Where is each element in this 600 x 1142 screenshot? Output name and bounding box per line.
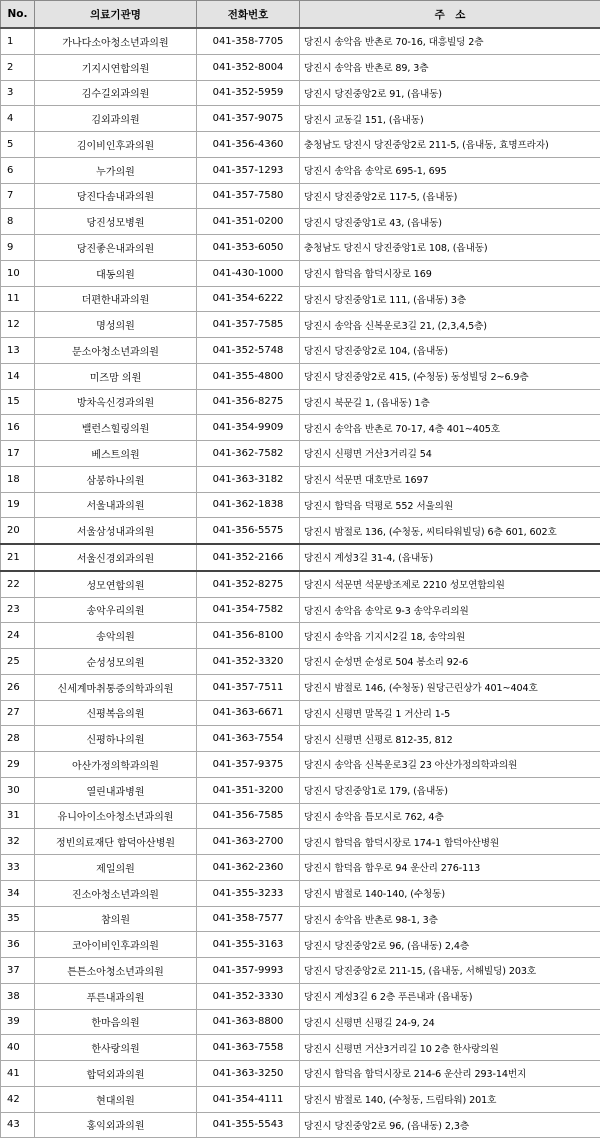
row-number: 22 [1, 571, 35, 597]
address: 당진시 신평면 신평길 24-9, 24 [300, 1009, 600, 1035]
row-number: 6 [1, 157, 35, 183]
clinic-name: 한사랑의원 [35, 1035, 197, 1061]
phone-number: 041-362-2360 [197, 855, 300, 881]
address: 당진시 밤절로 136, (수청동, 씨티타워빌딩) 6층 601, 602호 [300, 518, 600, 544]
address: 당진시 당진중앙2로 415, (수청동) 동성빌딩 2~6.9층 [300, 363, 600, 389]
clinic-name: 대동의원 [35, 260, 197, 286]
address: 충청남도 당진시 당진중앙2로 211-5, (읍내동, 효명프라자) [300, 132, 600, 158]
row-number: 29 [1, 752, 35, 778]
row-number: 10 [1, 260, 35, 286]
row-number: 42 [1, 1086, 35, 1112]
header-phone: 전화번호 [197, 1, 300, 29]
address: 당진시 송악읍 기지시2길 18, 송악의원 [300, 623, 600, 649]
phone-number: 041-363-7558 [197, 1035, 300, 1061]
header-no: No. [1, 1, 35, 29]
clinic-name: 신세계마취통증의학과의원 [35, 674, 197, 700]
header-row [1, 1, 600, 29]
address: 당진시 합덕읍 합덕시장로 214-6 운산리 293-14번지 [300, 1061, 600, 1087]
table-row [1, 623, 600, 649]
row-number: 15 [1, 389, 35, 415]
address: 당진시 신평면 신평로 812-35, 812 [300, 726, 600, 752]
phone-number: 041-356-7585 [197, 803, 300, 829]
table-row [1, 54, 600, 80]
clinic-name: 서울삼성내과의원 [35, 518, 197, 544]
address: 당진시 신평면 말목길 1 거산리 1-5 [300, 700, 600, 726]
phone-number: 041-363-3250 [197, 1061, 300, 1087]
address: 당진시 송악읍 송악로 695-1, 695 [300, 157, 600, 183]
row-number: 5 [1, 132, 35, 158]
row-number: 16 [1, 415, 35, 441]
address: 당진시 송악읍 반촌로 70-17, 4층 401~405호 [300, 415, 600, 441]
clinic-name: 가나다소아청소년과의원 [35, 28, 197, 54]
phone-number: 041-357-9993 [197, 958, 300, 984]
clinic-name: 베스트의원 [35, 441, 197, 467]
row-number: 37 [1, 958, 35, 984]
clinic-name: 더편한내과의원 [35, 286, 197, 312]
address: 당진시 교동길 151, (읍내동) [300, 106, 600, 132]
phone-number: 041-352-5748 [197, 338, 300, 364]
clinic-name: 순성성모의원 [35, 649, 197, 675]
address: 당진시 송악읍 신복운로3길 23 아산가정의학과의원 [300, 752, 600, 778]
clinic-name: 당진성모병원 [35, 209, 197, 235]
table-row [1, 338, 600, 364]
row-number: 24 [1, 623, 35, 649]
row-number: 14 [1, 363, 35, 389]
address: 당진시 당진중앙2로 96, (읍내동) 2,3층 [300, 1112, 600, 1138]
phone-number: 041-356-8275 [197, 389, 300, 415]
row-number: 34 [1, 880, 35, 906]
phone-number: 041-352-5959 [197, 80, 300, 106]
phone-number: 041-355-5543 [197, 1112, 300, 1138]
table-row [1, 209, 600, 235]
table-row [1, 752, 600, 778]
address: 당진시 계성3길 6 2층 푸른내과 (읍내동) [300, 983, 600, 1009]
row-number: 28 [1, 726, 35, 752]
clinic-name: 김이비인후과의원 [35, 132, 197, 158]
row-number: 36 [1, 932, 35, 958]
phone-number: 041-363-3182 [197, 466, 300, 492]
clinic-name: 명성의원 [35, 312, 197, 338]
phone-number: 041-354-6222 [197, 286, 300, 312]
table-row [1, 106, 600, 132]
table-row [1, 906, 600, 932]
clinic-name: 서울내과의원 [35, 492, 197, 518]
table-row [1, 649, 600, 675]
clinic-name: 정빈의료재단 합덕아산병원 [35, 829, 197, 855]
table-row [1, 855, 600, 881]
row-number: 40 [1, 1035, 35, 1061]
table-row [1, 312, 600, 338]
row-number: 12 [1, 312, 35, 338]
clinic-name: 참의원 [35, 906, 197, 932]
address: 당진시 당진중앙2로 211-15, (읍내동, 서해빌딩) 203호 [300, 958, 600, 984]
address: 당진시 합덕읍 합우로 94 운산리 276-113 [300, 855, 600, 881]
row-number: 21 [1, 544, 35, 571]
table-row [1, 726, 600, 752]
row-number: 35 [1, 906, 35, 932]
table-row [1, 829, 600, 855]
clinic-name: 홍익외과의원 [35, 1112, 197, 1138]
clinic-name: 송악우리의원 [35, 597, 197, 623]
table-row [1, 363, 600, 389]
address: 당진시 당진중앙1로 179, (읍내동) [300, 777, 600, 803]
phone-number: 041-357-9075 [197, 106, 300, 132]
clinic-name: 송악의원 [35, 623, 197, 649]
table-row [1, 389, 600, 415]
clinic-name: 김수길외과의원 [35, 80, 197, 106]
phone-number: 041-357-7585 [197, 312, 300, 338]
row-number: 26 [1, 674, 35, 700]
clinic-name: 당진좋은내과의원 [35, 235, 197, 261]
phone-number: 041-354-4111 [197, 1086, 300, 1112]
phone-number: 041-356-4360 [197, 132, 300, 158]
clinic-name: 열린내과병원 [35, 777, 197, 803]
address: 당진시 신평면 거산3거리길 10 2층 한사랑의원 [300, 1035, 600, 1061]
clinic-name: 당진다솜내과의원 [35, 183, 197, 209]
table-row [1, 571, 600, 597]
phone-number: 041-357-1293 [197, 157, 300, 183]
address: 당진시 북문길 1, (읍내동) 1층 [300, 389, 600, 415]
table-row [1, 544, 600, 571]
row-number: 1 [1, 28, 35, 54]
row-number: 18 [1, 466, 35, 492]
table-row [1, 80, 600, 106]
row-number: 4 [1, 106, 35, 132]
address: 당진시 당진중앙1로 43, (읍내동) [300, 209, 600, 235]
table-row [1, 286, 600, 312]
clinic-name: 서울신경외과의원 [35, 544, 197, 571]
row-number: 9 [1, 235, 35, 261]
row-number: 25 [1, 649, 35, 675]
row-number: 27 [1, 700, 35, 726]
row-number: 32 [1, 829, 35, 855]
phone-number: 041-362-1838 [197, 492, 300, 518]
row-number: 33 [1, 855, 35, 881]
table-row [1, 674, 600, 700]
table-row [1, 415, 600, 441]
phone-number: 041-352-3330 [197, 983, 300, 1009]
clinic-name: 방차옥신경과의원 [35, 389, 197, 415]
phone-number: 041-358-7577 [197, 906, 300, 932]
phone-number: 041-363-2700 [197, 829, 300, 855]
clinic-name: 코아이비인후과의원 [35, 932, 197, 958]
table-row [1, 1086, 600, 1112]
clinic-name: 밸런스힐링의원 [35, 415, 197, 441]
phone-number: 041-355-4800 [197, 363, 300, 389]
row-number: 2 [1, 54, 35, 80]
row-number: 38 [1, 983, 35, 1009]
table-body [1, 28, 600, 1138]
clinic-name: 미즈맘 의원 [35, 363, 197, 389]
address: 당진시 송악읍 신복운로3길 21, (2,3,4,5층) [300, 312, 600, 338]
phone-number: 041-353-6050 [197, 235, 300, 261]
row-number: 41 [1, 1061, 35, 1087]
address: 당진시 당진중앙2로 91, (읍내동) [300, 80, 600, 106]
clinic-name: 삼봉하나의원 [35, 466, 197, 492]
table-header [1, 1, 600, 29]
table-row [1, 132, 600, 158]
table-row [1, 983, 600, 1009]
phone-number: 041-356-5575 [197, 518, 300, 544]
address: 당진시 당진중앙2로 96, (읍내동) 2,4층 [300, 932, 600, 958]
clinic-name: 성모연합의원 [35, 571, 197, 597]
address: 당진시 석문면 석문방조제로 2210 성모연합의원 [300, 571, 600, 597]
table-row [1, 260, 600, 286]
clinic-name: 기지시연합의원 [35, 54, 197, 80]
clinic-name: 튼튼소아청소년과의원 [35, 958, 197, 984]
table-row [1, 1112, 600, 1138]
table-row [1, 1035, 600, 1061]
row-number: 13 [1, 338, 35, 364]
address: 충청남도 당진시 당진중앙1로 108, (읍내동) [300, 235, 600, 261]
phone-number: 041-352-2166 [197, 544, 300, 571]
address: 당진시 합덕읍 합덕시장로 169 [300, 260, 600, 286]
row-number: 19 [1, 492, 35, 518]
table-row [1, 880, 600, 906]
phone-number: 041-362-7582 [197, 441, 300, 467]
phone-number: 041-430-1000 [197, 260, 300, 286]
phone-number: 041-352-3320 [197, 649, 300, 675]
address: 당진시 당진중앙2로 117-5, (읍내동) [300, 183, 600, 209]
row-number: 30 [1, 777, 35, 803]
phone-number: 041-363-8800 [197, 1009, 300, 1035]
phone-number: 041-355-3163 [197, 932, 300, 958]
clinic-name: 푸른내과의원 [35, 983, 197, 1009]
row-number: 8 [1, 209, 35, 235]
row-number: 20 [1, 518, 35, 544]
table-row [1, 518, 600, 544]
table-row [1, 932, 600, 958]
phone-number: 041-354-7582 [197, 597, 300, 623]
phone-number: 041-356-8100 [197, 623, 300, 649]
table-row [1, 597, 600, 623]
address: 당진시 합덕읍 덕평로 552 서울의원 [300, 492, 600, 518]
clinic-name: 유니아이소아청소년과의원 [35, 803, 197, 829]
phone-number: 041-358-7705 [197, 28, 300, 54]
table-row [1, 1061, 600, 1087]
clinic-name: 현대의원 [35, 1086, 197, 1112]
clinic-name: 신평하나의원 [35, 726, 197, 752]
clinic-name: 합덕외과의원 [35, 1061, 197, 1087]
phone-number: 041-352-8275 [197, 571, 300, 597]
phone-number: 041-354-9909 [197, 415, 300, 441]
address: 당진시 송악읍 틈모시로 762, 4층 [300, 803, 600, 829]
row-number: 43 [1, 1112, 35, 1138]
table-row [1, 958, 600, 984]
address: 당진시 송악읍 반촌로 70-16, 대흥빌딩 2층 [300, 28, 600, 54]
table-row [1, 803, 600, 829]
phone-number: 041-363-7554 [197, 726, 300, 752]
table-row [1, 466, 600, 492]
table-row [1, 700, 600, 726]
address: 당진시 계성3길 31-4, (읍내동) [300, 544, 600, 571]
address: 당진시 송악읍 반촌로 89, 3층 [300, 54, 600, 80]
row-number: 17 [1, 441, 35, 467]
address: 당진시 송악읍 송악로 9-3 송악우리의원 [300, 597, 600, 623]
header-clinic-name: 의료기관명 [35, 1, 197, 29]
clinic-name: 신평복음의원 [35, 700, 197, 726]
table-row [1, 777, 600, 803]
address: 당진시 순성면 순성로 504 봉소리 92-6 [300, 649, 600, 675]
clinic-name: 김외과의원 [35, 106, 197, 132]
row-number: 11 [1, 286, 35, 312]
address: 당진시 송악읍 반촌로 98-1, 3층 [300, 906, 600, 932]
table-row [1, 235, 600, 261]
address: 당진시 합덕읍 합덕시장로 174-1 합덕아산병원 [300, 829, 600, 855]
address: 당진시 석문면 대호만로 1697 [300, 466, 600, 492]
clinic-name: 아산가정의학과의원 [35, 752, 197, 778]
table-row [1, 157, 600, 183]
clinic-name: 문소아청소년과의원 [35, 338, 197, 364]
address: 당진시 당진중앙1로 111, (읍내동) 3층 [300, 286, 600, 312]
row-number: 31 [1, 803, 35, 829]
address: 당진시 밤절로 146, (수청동) 원당근린상가 401~404호 [300, 674, 600, 700]
phone-number: 041-355-3233 [197, 880, 300, 906]
clinic-name: 진소아청소년과의원 [35, 880, 197, 906]
phone-number: 041-351-0200 [197, 209, 300, 235]
table-row [1, 441, 600, 467]
table-row [1, 1009, 600, 1035]
table-row [1, 183, 600, 209]
phone-number: 041-357-7511 [197, 674, 300, 700]
row-number: 7 [1, 183, 35, 209]
address: 당진시 신평면 거산3거리길 54 [300, 441, 600, 467]
row-number: 3 [1, 80, 35, 106]
row-number: 23 [1, 597, 35, 623]
clinic-name: 누가의원 [35, 157, 197, 183]
row-number: 39 [1, 1009, 35, 1035]
table-row [1, 492, 600, 518]
header-address: 주 소 [300, 1, 600, 29]
clinic-name: 제일의원 [35, 855, 197, 881]
table-row [1, 28, 600, 54]
address: 당진시 밤절로 140-140, (수청동) [300, 880, 600, 906]
address: 당진시 당진중앙2로 104, (읍내동) [300, 338, 600, 364]
address: 당진시 밤절로 140, (수청동, 드림타워) 201호 [300, 1086, 600, 1112]
phone-number: 041-351-3200 [197, 777, 300, 803]
phone-number: 041-363-6671 [197, 700, 300, 726]
clinic-name: 한마음의원 [35, 1009, 197, 1035]
phone-number: 041-357-7580 [197, 183, 300, 209]
phone-number: 041-357-9375 [197, 752, 300, 778]
phone-number: 041-352-8004 [197, 54, 300, 80]
